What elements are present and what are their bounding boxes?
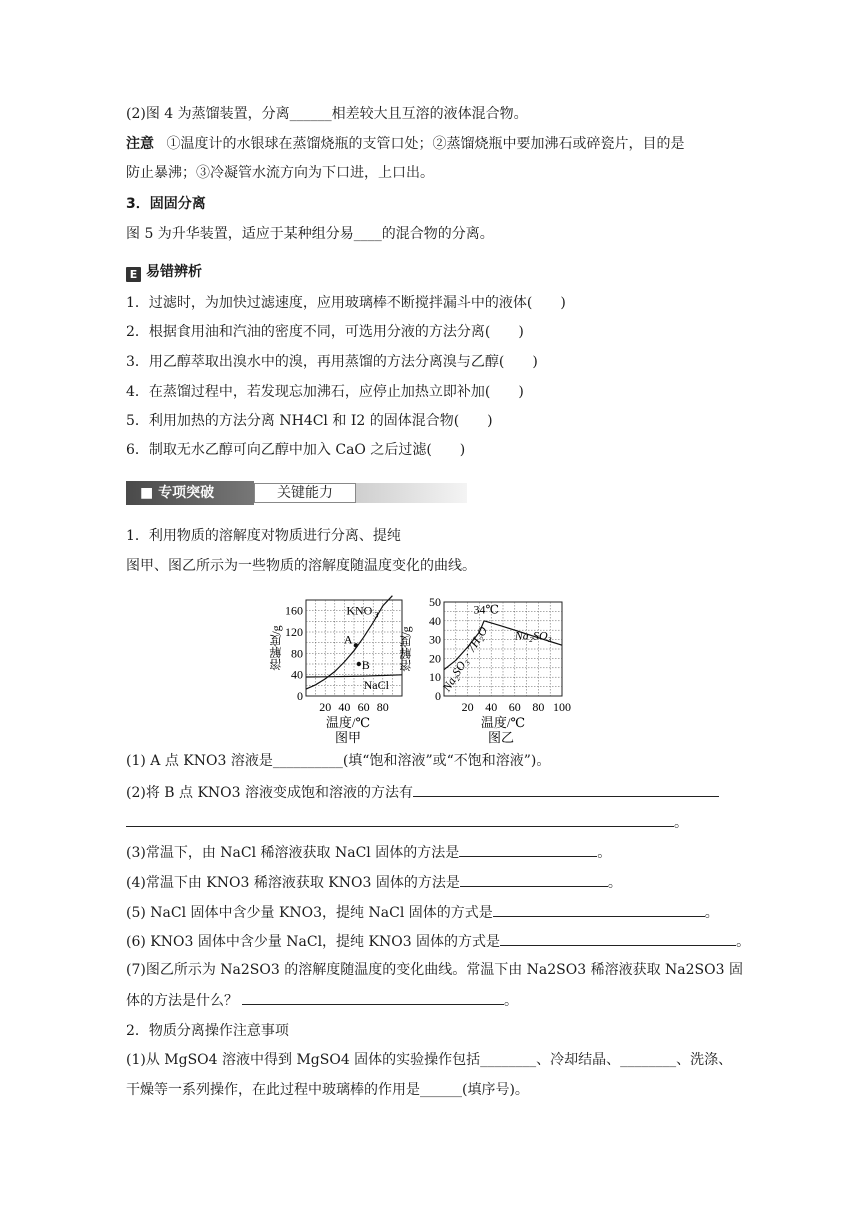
error-item-2: 2．根据食用油和汽油的密度不同，可选用分液的方法分离( ) bbox=[126, 324, 524, 340]
y-tick-label: 40 bbox=[429, 613, 441, 628]
answer-blank-4[interactable] bbox=[460, 872, 608, 887]
y-tick-label: 30 bbox=[429, 632, 441, 647]
x-tick-label: 60 bbox=[508, 700, 521, 714]
question-5-text: (5) NaCl 固体中含少量 KNO3，提纯 NaCl 固体的方式是 bbox=[126, 905, 493, 921]
series-kno3-subscript: 3 bbox=[374, 610, 379, 620]
period: 。 bbox=[704, 905, 719, 921]
y-tick-label: 0 bbox=[435, 689, 441, 703]
note-text-1: ①温度计的水银球在蒸馏烧瓶的支管口处；②蒸馏烧瓶中要加沸石或碎瓷片，目的是 bbox=[166, 136, 685, 152]
banner-left-label: 专项突破 bbox=[158, 485, 215, 501]
question-2-end: 。 bbox=[674, 815, 688, 831]
banner-gradient bbox=[356, 483, 467, 503]
answer-blank-2b[interactable] bbox=[126, 812, 674, 827]
chart-jia bbox=[262, 594, 412, 744]
section1-title: 1．利用物质的溶解度对物质进行分离、提纯 bbox=[126, 528, 401, 544]
question-7-cont bbox=[126, 990, 518, 1011]
error-item-4: 4．在蒸馏过程中，若发现忘加沸石，应停止加热立即补加( ) bbox=[126, 384, 524, 400]
intro-line-distillation: (2)图 4 为蒸馏装置，分离______相差较大且互溶的液体混合物。 bbox=[126, 106, 528, 122]
note-label: 注意 bbox=[126, 136, 154, 152]
section2-title: 2．物质分离操作注意事项 bbox=[126, 1023, 289, 1039]
question-5 bbox=[126, 902, 719, 923]
question-4 bbox=[126, 872, 622, 893]
error-item-6: 6．制取无水乙醇可向乙醇中加入 CaO 之后过滤( ) bbox=[126, 442, 466, 458]
series-nacl-label: NaCl bbox=[363, 678, 389, 693]
y-tick-label: 160 bbox=[285, 603, 303, 618]
note-line-1 bbox=[126, 134, 684, 154]
e-badge-icon: E bbox=[126, 267, 141, 282]
heading-solid-separation: 3．固固分离 bbox=[126, 196, 206, 212]
point-a bbox=[354, 643, 358, 647]
chart-title: 图乙 bbox=[487, 730, 515, 745]
question-2 bbox=[126, 782, 719, 803]
x-axis-label: 温度/℃ bbox=[325, 715, 371, 730]
y-axis-label: 溶解度/g bbox=[269, 625, 283, 671]
point-label-b: B bbox=[361, 658, 370, 672]
y-tick-label: 120 bbox=[285, 625, 303, 639]
section2-line-2: 干燥等一系列操作，在此过程中玻璃棒的作用是______(填序号)。 bbox=[126, 1082, 529, 1098]
series-na2so3-label: Na₂SO₃ bbox=[514, 628, 552, 643]
question-7: (7)图乙所示为 Na2SO3 的溶解度随温度的变化曲线。常温下由 Na2SO3 稀溶液获取 Na2SO3 固 bbox=[126, 962, 743, 978]
banner-left: ■ 专项突破 bbox=[126, 481, 254, 505]
note-line-2: 防止暴沸；③冷凝管水流方向为下口进，上口出。 bbox=[126, 165, 434, 181]
answer-blank-2a[interactable] bbox=[413, 782, 719, 797]
chart-yi bbox=[399, 594, 580, 745]
x-tick-label: 20 bbox=[461, 700, 474, 714]
question-2-text: (2)将 B 点 KNO3 溶液变成饱和溶液的方法有 bbox=[126, 785, 414, 801]
question-3-text: (3)常温下，由 NaCl 稀溶液获取 NaCl 固体的方法是 bbox=[126, 845, 460, 861]
error-analysis-title: 易错辨析 bbox=[146, 264, 202, 280]
y-tick-label: 10 bbox=[429, 670, 441, 685]
question-4-text: (4)常温下由 KNO3 稀溶液获取 KNO3 固体的方法是 bbox=[126, 875, 460, 891]
x-tick-label: 60 bbox=[357, 700, 370, 714]
error-item-5: 5．利用加热的方法分离 NH4Cl 和 I2 的固体混合物( ) bbox=[126, 413, 493, 429]
y-axis-label: 溶解度/g bbox=[399, 626, 413, 672]
section-banner bbox=[126, 481, 467, 505]
x-tick-label: 80 bbox=[376, 700, 389, 714]
error-analysis-heading bbox=[126, 262, 202, 282]
x-tick-label: 40 bbox=[338, 700, 351, 714]
period: 。 bbox=[736, 934, 751, 950]
section2-line-1: (1)从 MgSO4 溶液中得到 MgSO4 固体的实验操作包括________、冷却结晶、________、洗涤、 bbox=[126, 1052, 733, 1068]
answer-blank-5[interactable] bbox=[493, 902, 705, 917]
answer-blank-3[interactable] bbox=[459, 842, 597, 857]
x-axis-label: 温度/℃ bbox=[480, 715, 526, 730]
x-tick-label: 40 bbox=[485, 700, 498, 714]
section1-desc: 图甲、图乙所示为一些物质的溶解度随温度变化的曲线。 bbox=[126, 558, 476, 574]
period: 。 bbox=[504, 993, 518, 1009]
answer-blank-6[interactable] bbox=[500, 931, 736, 946]
error-item-3: 3．用乙醇萃取出溴水中的溴，再用蒸馏的方法分离溴与乙醇( ) bbox=[126, 354, 538, 370]
point-b bbox=[357, 662, 361, 666]
annotation-34c: 34℃ bbox=[473, 602, 499, 617]
error-item-1: 1．过滤时，为加快过滤速度，应用玻璃棒不断搅拌漏斗中的液体( ) bbox=[126, 295, 566, 311]
series-kno3-label: KNO bbox=[346, 603, 373, 618]
question-1: (1) A 点 KNO3 溶液是__________(填“饱和溶液”或“不饱和溶液”)。 bbox=[126, 753, 551, 769]
y-tick-label: 20 bbox=[429, 651, 441, 666]
intro-line-sublimation: 图 5 为升华装置，适应于某种组分易____的混合物的分离。 bbox=[126, 226, 494, 242]
banner-right-label: 关键能力 bbox=[254, 483, 356, 503]
chart-title: 图甲 bbox=[334, 730, 362, 745]
x-tick-label: 80 bbox=[532, 700, 545, 714]
y-tick-label: 0 bbox=[297, 689, 303, 703]
point-label-a: A bbox=[343, 632, 353, 647]
question-3 bbox=[126, 842, 611, 863]
x-tick-label: 100 bbox=[553, 700, 571, 714]
series-hydrate-label: Na₂SO₃ · 7H₂O bbox=[439, 624, 491, 694]
y-tick-label: 50 bbox=[429, 595, 441, 609]
y-tick-label: 40 bbox=[291, 667, 303, 682]
answer-blank-7[interactable] bbox=[242, 990, 504, 1005]
question-2-cont bbox=[126, 812, 688, 833]
question-6 bbox=[126, 931, 750, 952]
question-7-text: 体的方法是什么？ bbox=[126, 993, 238, 1009]
y-tick-label: 80 bbox=[291, 646, 303, 661]
question-6-text: (6) KNO3 固体中含少量 NaCl，提纯 KNO3 固体的方式是 bbox=[126, 934, 501, 950]
period: 。 bbox=[607, 875, 622, 891]
x-tick-label: 20 bbox=[319, 700, 332, 714]
period: 。 bbox=[597, 845, 612, 861]
